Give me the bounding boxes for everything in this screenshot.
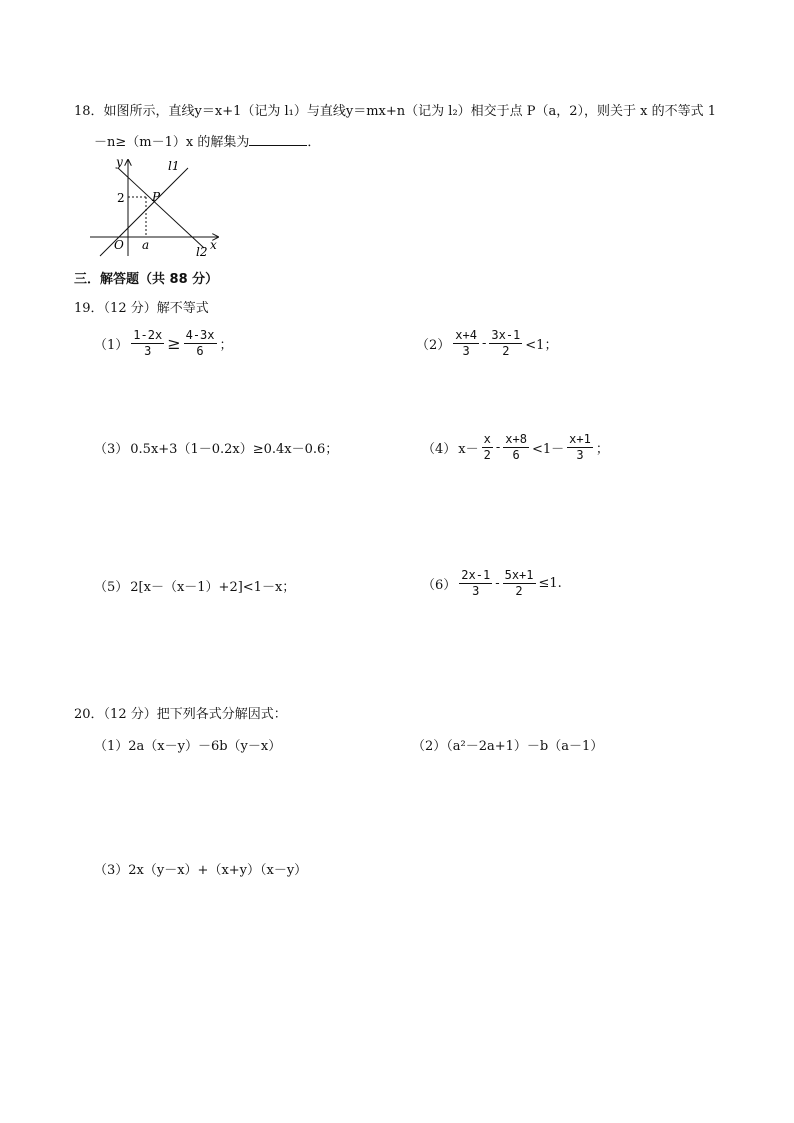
graph-a-label: a [142, 238, 150, 252]
operator: - [495, 576, 500, 591]
numerator: 4-3x [185, 328, 215, 342]
graph-y-label: y [116, 155, 123, 169]
numerator: x+4 [455, 328, 477, 342]
fraction [503, 568, 536, 599]
q19-part6 [422, 568, 562, 599]
fraction [482, 432, 493, 463]
denominator: 2 [502, 344, 510, 358]
q20-part3: （3）2x（y－x）+（x+y）（x－y） [94, 863, 308, 878]
q18-graph [88, 152, 228, 260]
q18-line2-suffix: ． [307, 135, 321, 150]
part-index: （1） [94, 338, 129, 353]
numerator: 5x+1 [504, 568, 534, 582]
answer-blank [249, 133, 307, 146]
denominator: 6 [512, 448, 520, 462]
q19-part5 [94, 576, 295, 595]
graph-l2-label: l2 [196, 245, 208, 259]
prefix: x－ [458, 442, 479, 457]
denominator: 3 [472, 584, 480, 598]
numerator: x+8 [505, 432, 527, 446]
fraction [567, 432, 593, 463]
fraction [503, 432, 529, 463]
denominator: 3 [576, 448, 584, 462]
fraction [184, 328, 217, 359]
q19-title: 19．（12 分）解不等式 [74, 301, 209, 316]
inequality-text: 2[x－（x－1）+2]<1－x； [130, 580, 296, 595]
operator: ≥ [167, 334, 181, 353]
q20-part2: （2）（a²－2a+1）－b（a－1） [412, 739, 604, 754]
part-index: （5） [94, 580, 129, 595]
graph-l1-label: l1 [168, 159, 180, 173]
relation: ≤1. [538, 576, 562, 591]
section-3-title: 三．解答题（共 88 分） [74, 272, 219, 287]
fraction [489, 328, 522, 359]
fraction [131, 328, 164, 359]
part-index: （4） [422, 442, 457, 457]
numerator: x+1 [569, 432, 591, 446]
numerator: 3x-1 [491, 328, 521, 342]
relation: <1－ [531, 442, 565, 457]
part-index: （6） [422, 578, 457, 593]
part-index: （2） [416, 338, 451, 353]
q19-part3 [94, 438, 338, 457]
fraction [453, 328, 479, 359]
part-index: （3） [94, 442, 129, 457]
operator: - [481, 336, 487, 351]
denominator: 2 [483, 448, 491, 462]
denominator: 2 [515, 584, 523, 598]
punctuation: ； [595, 442, 609, 457]
fraction [459, 568, 492, 599]
graph-origin-label: O [114, 238, 124, 252]
denominator: 3 [462, 344, 470, 358]
numerator: 2x-1 [461, 568, 491, 582]
numerator: 1-2x [133, 328, 163, 342]
graph-x-label: x [210, 238, 217, 252]
inequality-text: 0.5x+3（1－0.2x）≥0.4x－0.6； [130, 442, 339, 457]
q18-line1: 18．如图所示，直线y＝x+1（记为 l₁）与直线y＝mx+n（记为 l₂）相交于点 P（a，2），则关于 x 的不等式 1 [74, 104, 717, 119]
relation: <1； [525, 338, 558, 353]
operator: - [495, 440, 501, 455]
q19-part1 [94, 328, 233, 359]
q19-part4 [422, 432, 609, 463]
denominator: 6 [196, 344, 204, 358]
numerator: x [483, 432, 491, 446]
q20-part1: （1）2a（x－y）－6b（y－x） [94, 739, 282, 754]
graph-p-label: P [152, 190, 161, 204]
q19-part2 [416, 328, 557, 359]
q20-title: 20．（12 分）把下列各式分解因式： [74, 707, 287, 722]
graph-two-label: 2 [117, 191, 125, 205]
q18-line2-prefix: －n≥（m－1）x 的解集为 [94, 135, 250, 150]
denominator: 3 [144, 344, 152, 358]
punctuation: ； [219, 338, 233, 353]
q18-line2 [94, 133, 320, 152]
line-l2 [118, 168, 204, 248]
